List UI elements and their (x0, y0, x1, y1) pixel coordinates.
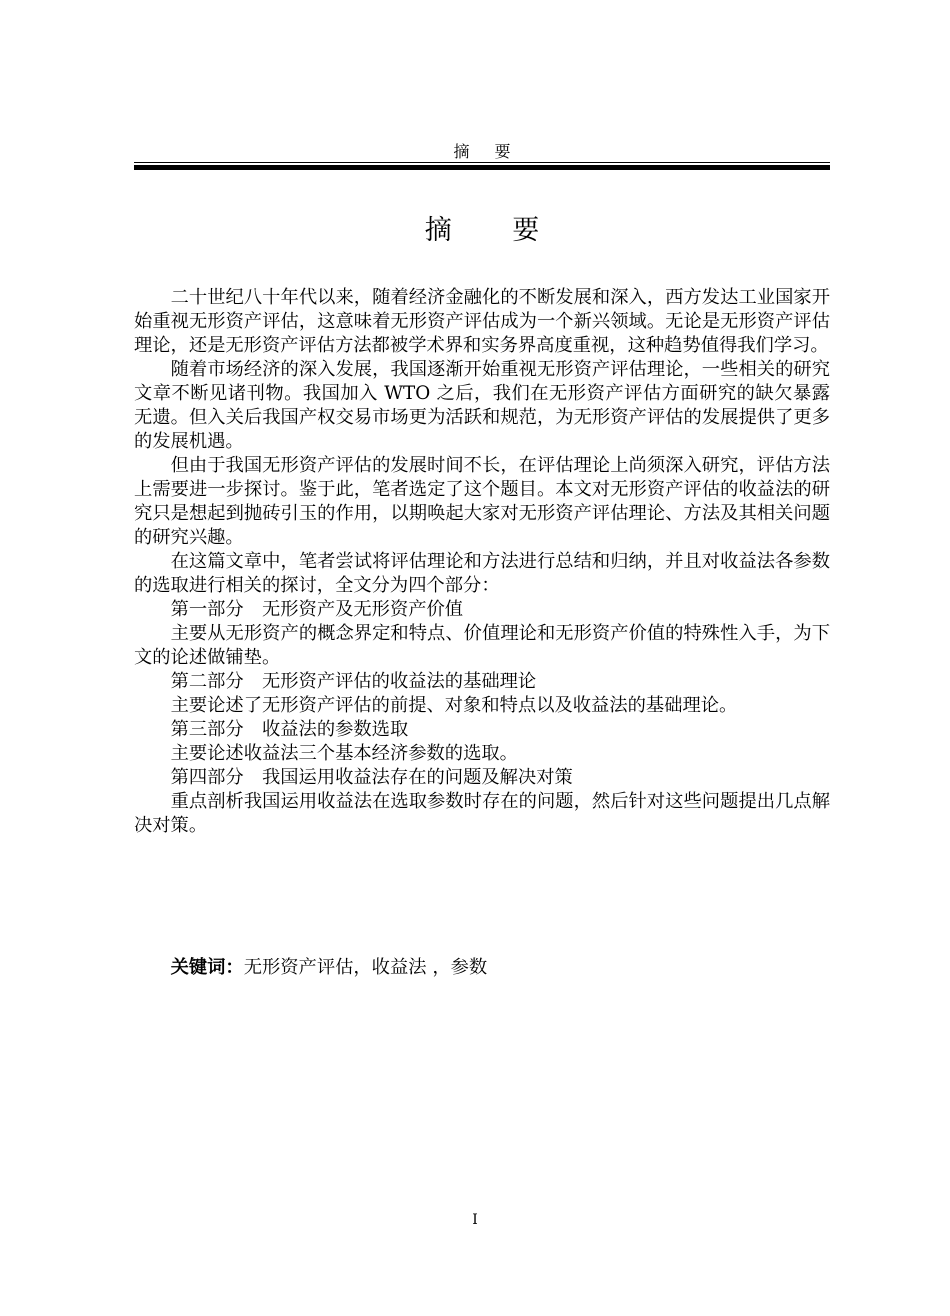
paragraph-4: 在这篇文章中，笔者尝试将评估理论和方法进行总结和归纳，并且对收益法各参数的选取进行相关的探讨，全文分为四个部分： (134, 551, 830, 596)
running-header: 摘 要 (453, 142, 521, 161)
header-rule-thin (134, 162, 830, 163)
paragraph-1: 二十世纪八十年代以来，随着经济金融化的不断发展和深入，西方发达工业国家开始重视无形资产评估，这意味着无形资产评估成为一个新兴领域。无论是无形资产评估理论，还是无形资产评估方法都被学术界和实务界高度重视，这种趋势值得我们学习。 (134, 287, 830, 356)
paragraph-3: 但由于我国无形资产评估的发展时间不长，在评估理论上尚须深入研究，评估方法上需要进一步探讨。鉴于此，笔者选定了这个题目。本文对无形资产评估的收益法的研究只是想起到抛砖引玉的作用，以期唤起大家对无形资产评估理论、方法及其相关问题的研究兴趣。 (134, 455, 830, 548)
part-1-summary: 主要从无形资产的概念界定和特点、价值理论和无形资产价值的特殊性入手，为下文的论述做铺垫。 (134, 623, 830, 668)
part-1-heading: 第一部分 无形资产及无形资产价值 (170, 599, 464, 620)
part-2-heading: 第二部分 无形资产评估的收益法的基础理论 (170, 671, 537, 692)
keywords-value: 无形资产评估，收益法 ，参数 (243, 957, 488, 978)
keywords-line (134, 956, 830, 980)
part-4-heading: 第四部分 我国运用收益法存在的问题及解决对策 (170, 767, 573, 788)
abstract-body (134, 286, 830, 838)
part-4-summary: 重点剖析我国运用收益法在选取参数时存在的问题，然后针对这些问题提出几点解决对策。 (134, 791, 830, 836)
page-number: I (472, 1212, 478, 1228)
part-3-heading: 第三部分 收益法的参数选取 (170, 719, 409, 740)
keywords-label: 关键词： (170, 957, 244, 978)
header-rule-thick (134, 165, 830, 170)
paragraph-2: 随着市场经济的深入发展，我国逐渐开始重视无形资产评估理论，一些相关的研究文章不断见诸刊物。我国加入 WTO 之后，我们在无形资产评估方面研究的缺欠暴露无遗。但入关后我国产权交易市场更为活跃和规范，为无形资产评估的发展提供了更多的发展机遇。 (134, 359, 830, 452)
part-3-summary: 主要论述收益法三个基本经济参数的选取。 (170, 743, 518, 764)
page-title: 摘 要 (424, 215, 566, 246)
part-2-summary: 主要论述了无形资产评估的前提、对象和特点以及收益法的基础理论。 (170, 695, 738, 716)
